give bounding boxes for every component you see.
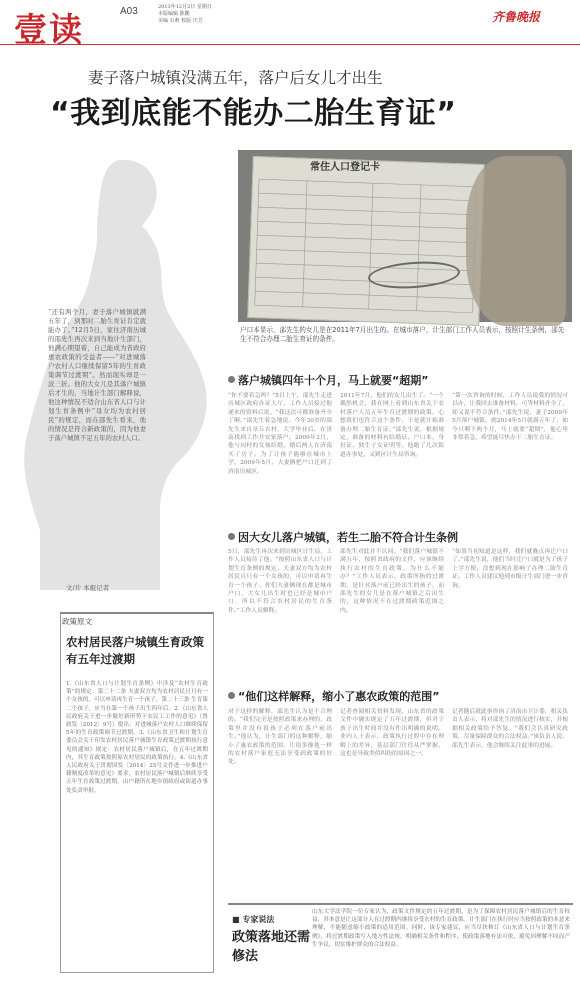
section-2-col-2: 邵先生对此并不认同。“我们落户城镇不满五年，按照省政府的文件，应该继续执行农村的生育政策，为什么不能办？”工作人员表示，政策所指的过渡期，是针对落户前已经出生的孩子，而邵先生的女儿是在落户城镇之后出生的，这种情况不在过渡期政策范围之内。	[340, 549, 444, 614]
commentary-body: 山东大学法学院一位专家认为，政策文件规定的五年过渡期，是为了保障农村居民落户城镇后的生育权益，其本意是让这部分人在过渡期内继续享受农村的生育政策。计生部门在执行时应当按照政策的本意来理解，不能随意缩小政策的适用范围。同时，该专家建议，应当尽快修订《山东省人口与计划生育条例》，将过渡期政策写入地方性法规，明确相关条件和程序，使政策落地有法可依，避免因理解不同而产生争议，切实维护群众的合法权益。	[312, 909, 570, 948]
registration-card-title: 常住人口登记卡	[310, 162, 380, 173]
section-1-col-2: 2011年7月，他们的女儿出生了。“一个偶然机会，我在网上看到山东省关于农村落户人员五年生育过渡期的政策，心想我们也符合这个条件，于是就开始准备办理二胎生育证。”邵先生说，根据规定，准备的材料有结婚证、户口本、身份证、独生子女证明等。他跑了几次街道办事处，又到区计生局咨询。	[340, 393, 444, 458]
section-1-col-3: “第一次咨询的时候，工作人员说我的情况可以办，让我回去准备材料，可等材料齐全了，却又说不符合条件。”邵先生说，妻子2009年5月落户城镇，到2014年5月就满五年了，如今只剩下两个月，马上就要“超期”，他心里非常着急，希望能尽快办下二胎生育证。	[452, 393, 568, 442]
registration-card-grid	[248, 157, 483, 325]
article-kicker: 妻子落户城镇没满五年，落户后女儿才出生	[88, 69, 383, 87]
newspaper-masthead: 齐鲁晚报	[492, 10, 541, 24]
section-3-col-1: 对于这样的解释，邵先生认为是不合理的。“我们完全是按照政策来办理的，政策里并没有说孩子必须在落户前出生。”他认为，计生部门的这种解释，缩小了惠农政策的范围，让很多像他一样的农村落户家庭无法享受到政策的好处。	[228, 709, 332, 766]
bullet-icon	[228, 533, 235, 540]
section-2-heading: 因大女儿落户城镇，若生二胎不符合计生条例	[228, 529, 458, 545]
section-2-col-3: “如果当初知道是这样，我们就晚点再迁户口了。”邵先生说，他们当时迁户口就是为了孩子上学方便，没想到现在影响了办理二胎生育证。工作人员建议他到市级计生部门进一步咨询。	[452, 549, 568, 589]
photo-caption: 户口本显示，邵先生的女儿是在2011年7月出生的。在城市落户，计生部门工作人员表示，按照计生条例，邵先生不符合办理二胎生育证的条件。	[240, 326, 565, 343]
byline: 文/片 本报记者	[66, 584, 110, 592]
article-headline: “我到底能不能办二胎生育证”	[50, 96, 457, 131]
policy-title: 农村居民落户城镇生育政策有五年过渡期	[66, 635, 204, 666]
page-number: A03	[120, 6, 138, 17]
date-line: 2013年12月2日 星期日	[158, 4, 212, 10]
section-1-heading: 落户城镇四年十个月，马上就要“超期”	[228, 372, 428, 388]
commentary-tag: ■ 专家说法	[232, 915, 275, 924]
section-1-col-1: “你不要着急吗？”5日上午，邵先生走进历城区政府办证大厅，工作人员接过他递来的资料后说。“我这次可都准备齐全了啊。”邵先生着急地说。今年30岁的邵先生来自章丘农村，大学毕业后，在济南找到工作并安家落户。2009年2月，他与同村的女孩结婚，婚后两人在济南买了房子。为了让孩子能够在城市上学，2009年5月，夫妻俩把户口迁到了济南历城区。	[228, 393, 332, 475]
section-2-col-1: 5日，邵先生再次来到历城区计生局，工作人员接待了他。“按照山东省人口与计划生育条例的规定，夫妻双方均为农村居民且只有一个女孩的，可以申请再生育一个孩子。你们夫妻俩现在都是城市户口，大女儿出生时也已经是城市户口，所以不符合农村居民的生育条件。”工作人员解释。	[228, 549, 332, 614]
policy-tag: 政策原文	[62, 617, 92, 626]
section-logo: 壹读	[14, 10, 84, 49]
policy-body: 1.《山东省人口与计划生育条例》中涉及“农村生育政策”的规定：第二十二条 夫妻双方均为农村居民且只有一个女孩的，可以申请再生育一个孩子。第二十三条 生育第二个孩子，应当在第一个孩子出生四年后。2.《山东省人民政府关于进一步做好新形势下农民工工作的意见》（鲁政发〔2012〕9号）提出：对进城落户农村人口继续保留5年的生育政策调节过渡期。3.《山东省卫生和计划生育委员会关于印发农村居民落户城镇生育政策过渡期执行意见的通知》规定：农村居民落户城镇后，在五年过渡期内，其生育政策按照原农村居民的政策执行。4.《山东省人民政府关于贯彻国发〔2014〕25号文件进一步推进户籍制度改革的意见》要求，农村居民落户城镇后继续享受五年生育政策过渡期，由户籍所在地乡镇政府或街道办事处负责审批。	[66, 681, 208, 794]
bullet-icon	[228, 692, 235, 699]
hand-holding-card	[466, 156, 566, 326]
section-3-col-2: 记者查阅相关资料发现，山东省的政策文件中确实规定了五年过渡期，但对于孩子出生时间并没有作出明确的说明。业内人士表示，政策执行过程中存在理解上的差异，基层部门往往从严掌握，这也是导致类似纠纷的原因之一。	[340, 709, 444, 758]
design-line: 美编 石莉 校版 庆芳	[158, 18, 203, 24]
commentary-title: 政策落地还需修法	[232, 930, 311, 964]
registration-card	[247, 156, 485, 326]
editor-line: 本版编辑 陈鹏	[158, 11, 190, 17]
issue-info	[158, 4, 278, 25]
section-3-col-3: 记者随后就此事咨询了济南市卫计委，相关负责人表示，将对邵先生的情况进行核实，并根据相关政策给予答复。“我们会认真研究政策，尽量保障群众的合法权益。”该负责人说。邵先生表示，他会继续关注此事的进展。	[452, 709, 568, 749]
section-3-heading: “他们这样解释，缩小了惠农政策的范围”	[228, 688, 439, 704]
bullet-icon	[228, 376, 235, 383]
article-lead: “还有两个月，妻子落户城镇就满五年了，到那时二胎生育证肯定就能办了。”12月5日，家住济南历城的邵先生再次来到当地计生部门，他满心期望着，自己能成为省政府惠农政策的受益者——“对进城落户农村人口继续保留5年的生育政策调节过渡期”。然而现实却是一波三折。他的大女儿是其落户城镇后才生的，当地计生部门解释说，他这种情况不适合山东省人口与计划生育条例中“母女均为农村居民”的规定，而在邵先生看来，他的情况是符合新政策的，因为他妻子落户城镇不足五年的农村人口。	[48, 308, 146, 442]
